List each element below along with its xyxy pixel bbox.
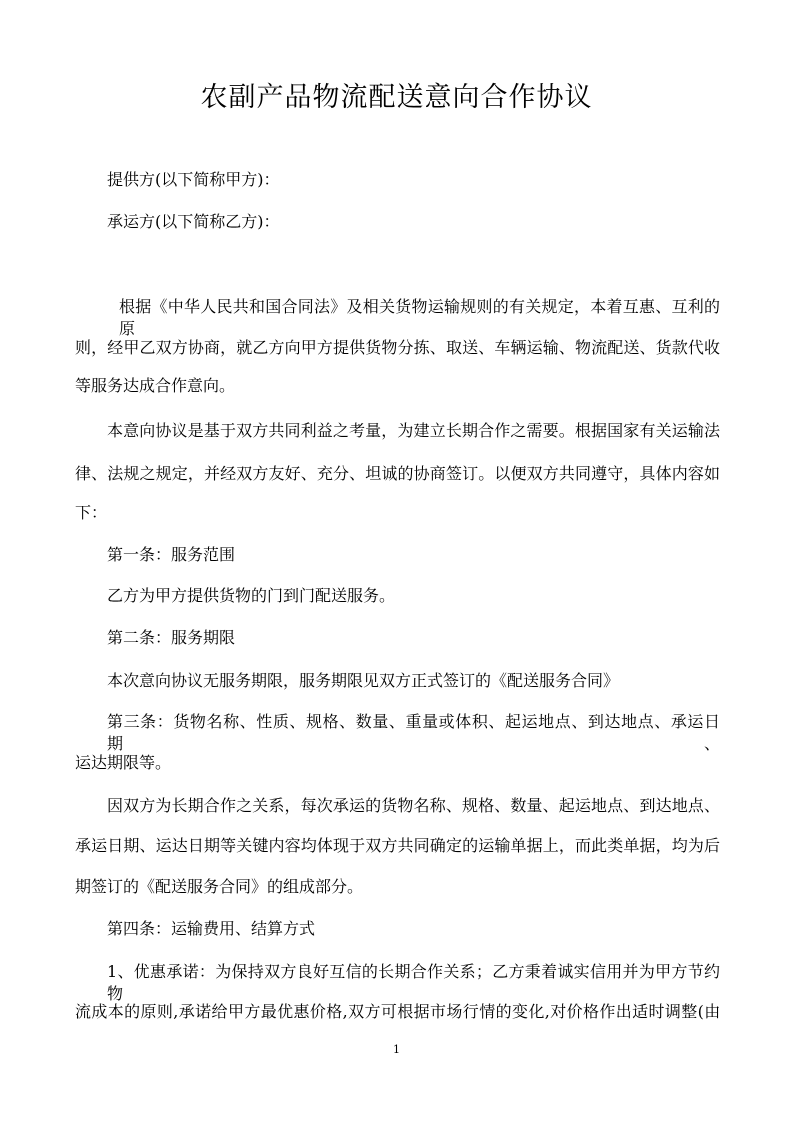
article-2-body: 本次意向协议无服务期限，服务期限见双方正式签订的《配送服务合同》 [107, 671, 620, 690]
paragraph-line: 因双方为长期合作之关系，每次承运的货物名称、规格、数量、起运地点、到达地点、 [107, 796, 720, 815]
paragraph-line: 等服务达成合作意向。 [75, 376, 236, 395]
paragraph-line: 律、法规之规定，并经双方友好、充分、坦诚的协商签订。以便双方共同遵守，具体内容如 [75, 464, 720, 483]
page-number: 1 [393, 1043, 400, 1056]
article-4-title: 第四条：运输费用、结算方式 [107, 919, 316, 938]
article-2-title: 第二条：服务期限 [107, 628, 236, 647]
article-3-line: 第三条：货物名称、性质、规格、数量、重量或体积、起运地点、到达地点、承运日期、 [107, 712, 720, 753]
document-title: 农副产品物流配送意向合作协议 [200, 82, 593, 113]
paragraph-line: 则，经甲乙双方协商，就乙方向甲方提供货物分拣、取送、车辆运输、物流配送、货款代收 [75, 338, 720, 357]
party-b-line: 承运方(以下简称乙方)： [107, 212, 280, 231]
article-4-line: 1、优惠承诺：为保持双方良好互信的长期合作关系；乙方秉着诚实信用并为甲方节约物 [107, 962, 720, 1003]
paragraph-line: 承运日期、运达日期等关键内容均体现于双方共同确定的运输单据上，而此类单据，均为后 [75, 836, 720, 855]
paragraph-line: 期签订的《配送服务合同》的组成部分。 [75, 877, 364, 896]
article-4-line: 流成本的原则,承诺给甲方最优惠价格,双方可根据市场行情的变化,对价格作出适时调整(由 [75, 1002, 720, 1021]
article-1-body: 乙方为甲方提供货物的门到门配送服务。 [107, 586, 396, 605]
article-1-title: 第一条：服务范围 [107, 545, 236, 564]
paragraph-line: 下： [75, 503, 108, 522]
paragraph-line: 根据《中华人民共和国合同法》及相关货物运输规则的有关规定，本着互惠、互利的原 [119, 297, 720, 338]
party-a-line: 提供方(以下简称甲方)： [107, 170, 280, 189]
paragraph-line: 本意向协议是基于双方共同利益之考量，为建立长期合作之需要。根据国家有关运输法 [107, 421, 720, 440]
article-3-line: 运达期限等。 [75, 753, 172, 772]
